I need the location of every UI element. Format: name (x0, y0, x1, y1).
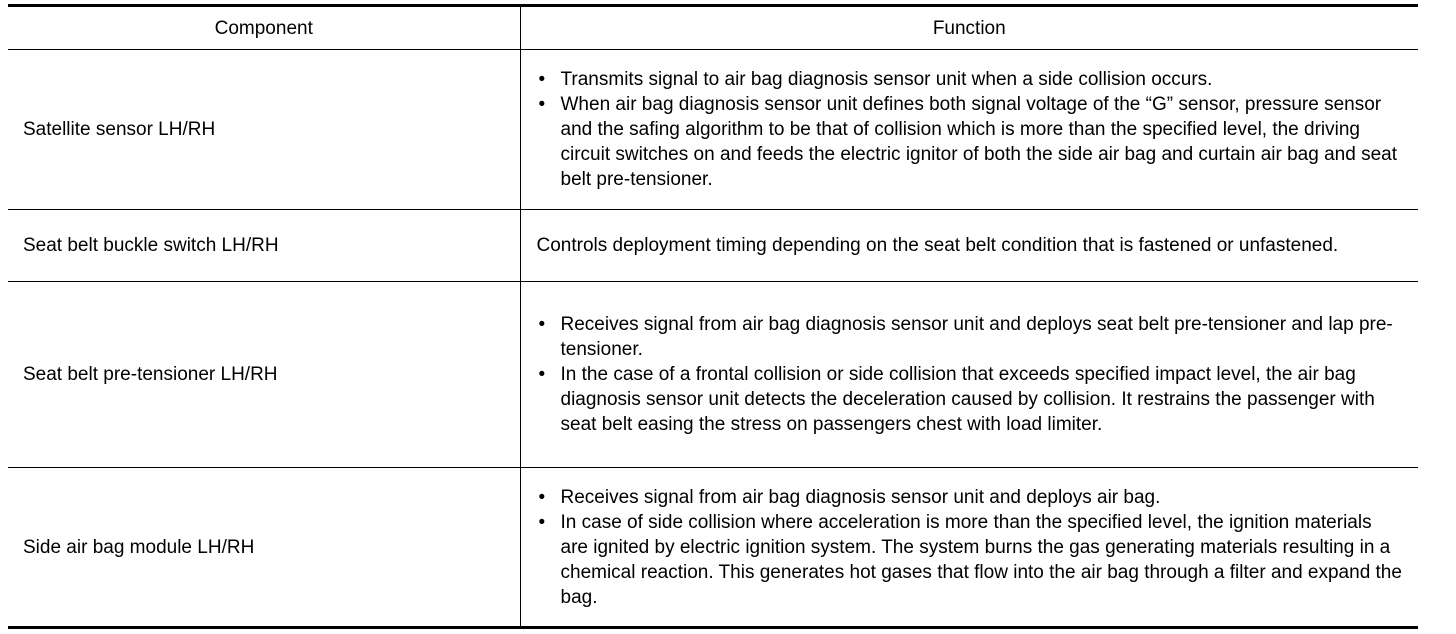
function-bullet-list (537, 67, 1405, 192)
function-bullet-list (537, 485, 1405, 610)
header-component: Component (8, 6, 520, 50)
function-text: Controls deployment timing depending on the seat belt condition that is fastened or unfastened. (536, 235, 1339, 256)
table-row (8, 468, 1418, 628)
function-bullet: • Receives signal from air bag diagnosis sensor unit and deploys seat belt pre-tensioner and lap pre-tensioner. (537, 312, 1405, 362)
component-cell: Side air bag module LH/RH (8, 468, 520, 628)
function-cell (520, 282, 1418, 468)
function-bullet-list (537, 312, 1405, 437)
function-bullet: • Transmits signal to air bag diagnosis sensor unit when a side collision occurs. (537, 67, 1405, 92)
component-cell: Seat belt buckle switch LH/RH (8, 210, 520, 282)
function-bullet: • When air bag diagnosis sensor unit defines both signal voltage of the “G” sensor, pressure sensor and the safing algorithm to be that of collision which is more than the specified level, the driving circuit switches on and feeds the electric ignitor of both the side air bag and curtain air bag and seat belt pre-tensioner. (537, 92, 1405, 192)
function-cell (520, 50, 1418, 210)
function-cell (520, 210, 1418, 282)
function-bullet: • In case of side collision where acceleration is more than the specified level, the ignition materials are ignited by electric ignition system. The system burns the gas generating materials resulting in a chemical reaction. This generates hot gases that flow into the air bag through a filter and expand the bag. (537, 510, 1405, 610)
header-function: Function (520, 6, 1418, 50)
function-bullet: • Receives signal from air bag diagnosis sensor unit and deploys air bag. (537, 485, 1405, 510)
function-cell (520, 468, 1418, 628)
function-bullet: • In the case of a frontal collision or side collision that exceeds specified impact level, the air bag diagnosis sensor unit detects the deceleration caused by collision. It restrains the passenger with seat belt easing the stress on passengers chest with load limiter. (537, 362, 1405, 437)
table-row (8, 210, 1418, 282)
component-cell: Seat belt pre-tensioner LH/RH (8, 282, 520, 468)
table-row (8, 50, 1418, 210)
component-function-table (8, 4, 1418, 629)
component-cell: Satellite sensor LH/RH (8, 50, 520, 210)
table-row (8, 282, 1418, 468)
table-header-row (8, 6, 1418, 50)
